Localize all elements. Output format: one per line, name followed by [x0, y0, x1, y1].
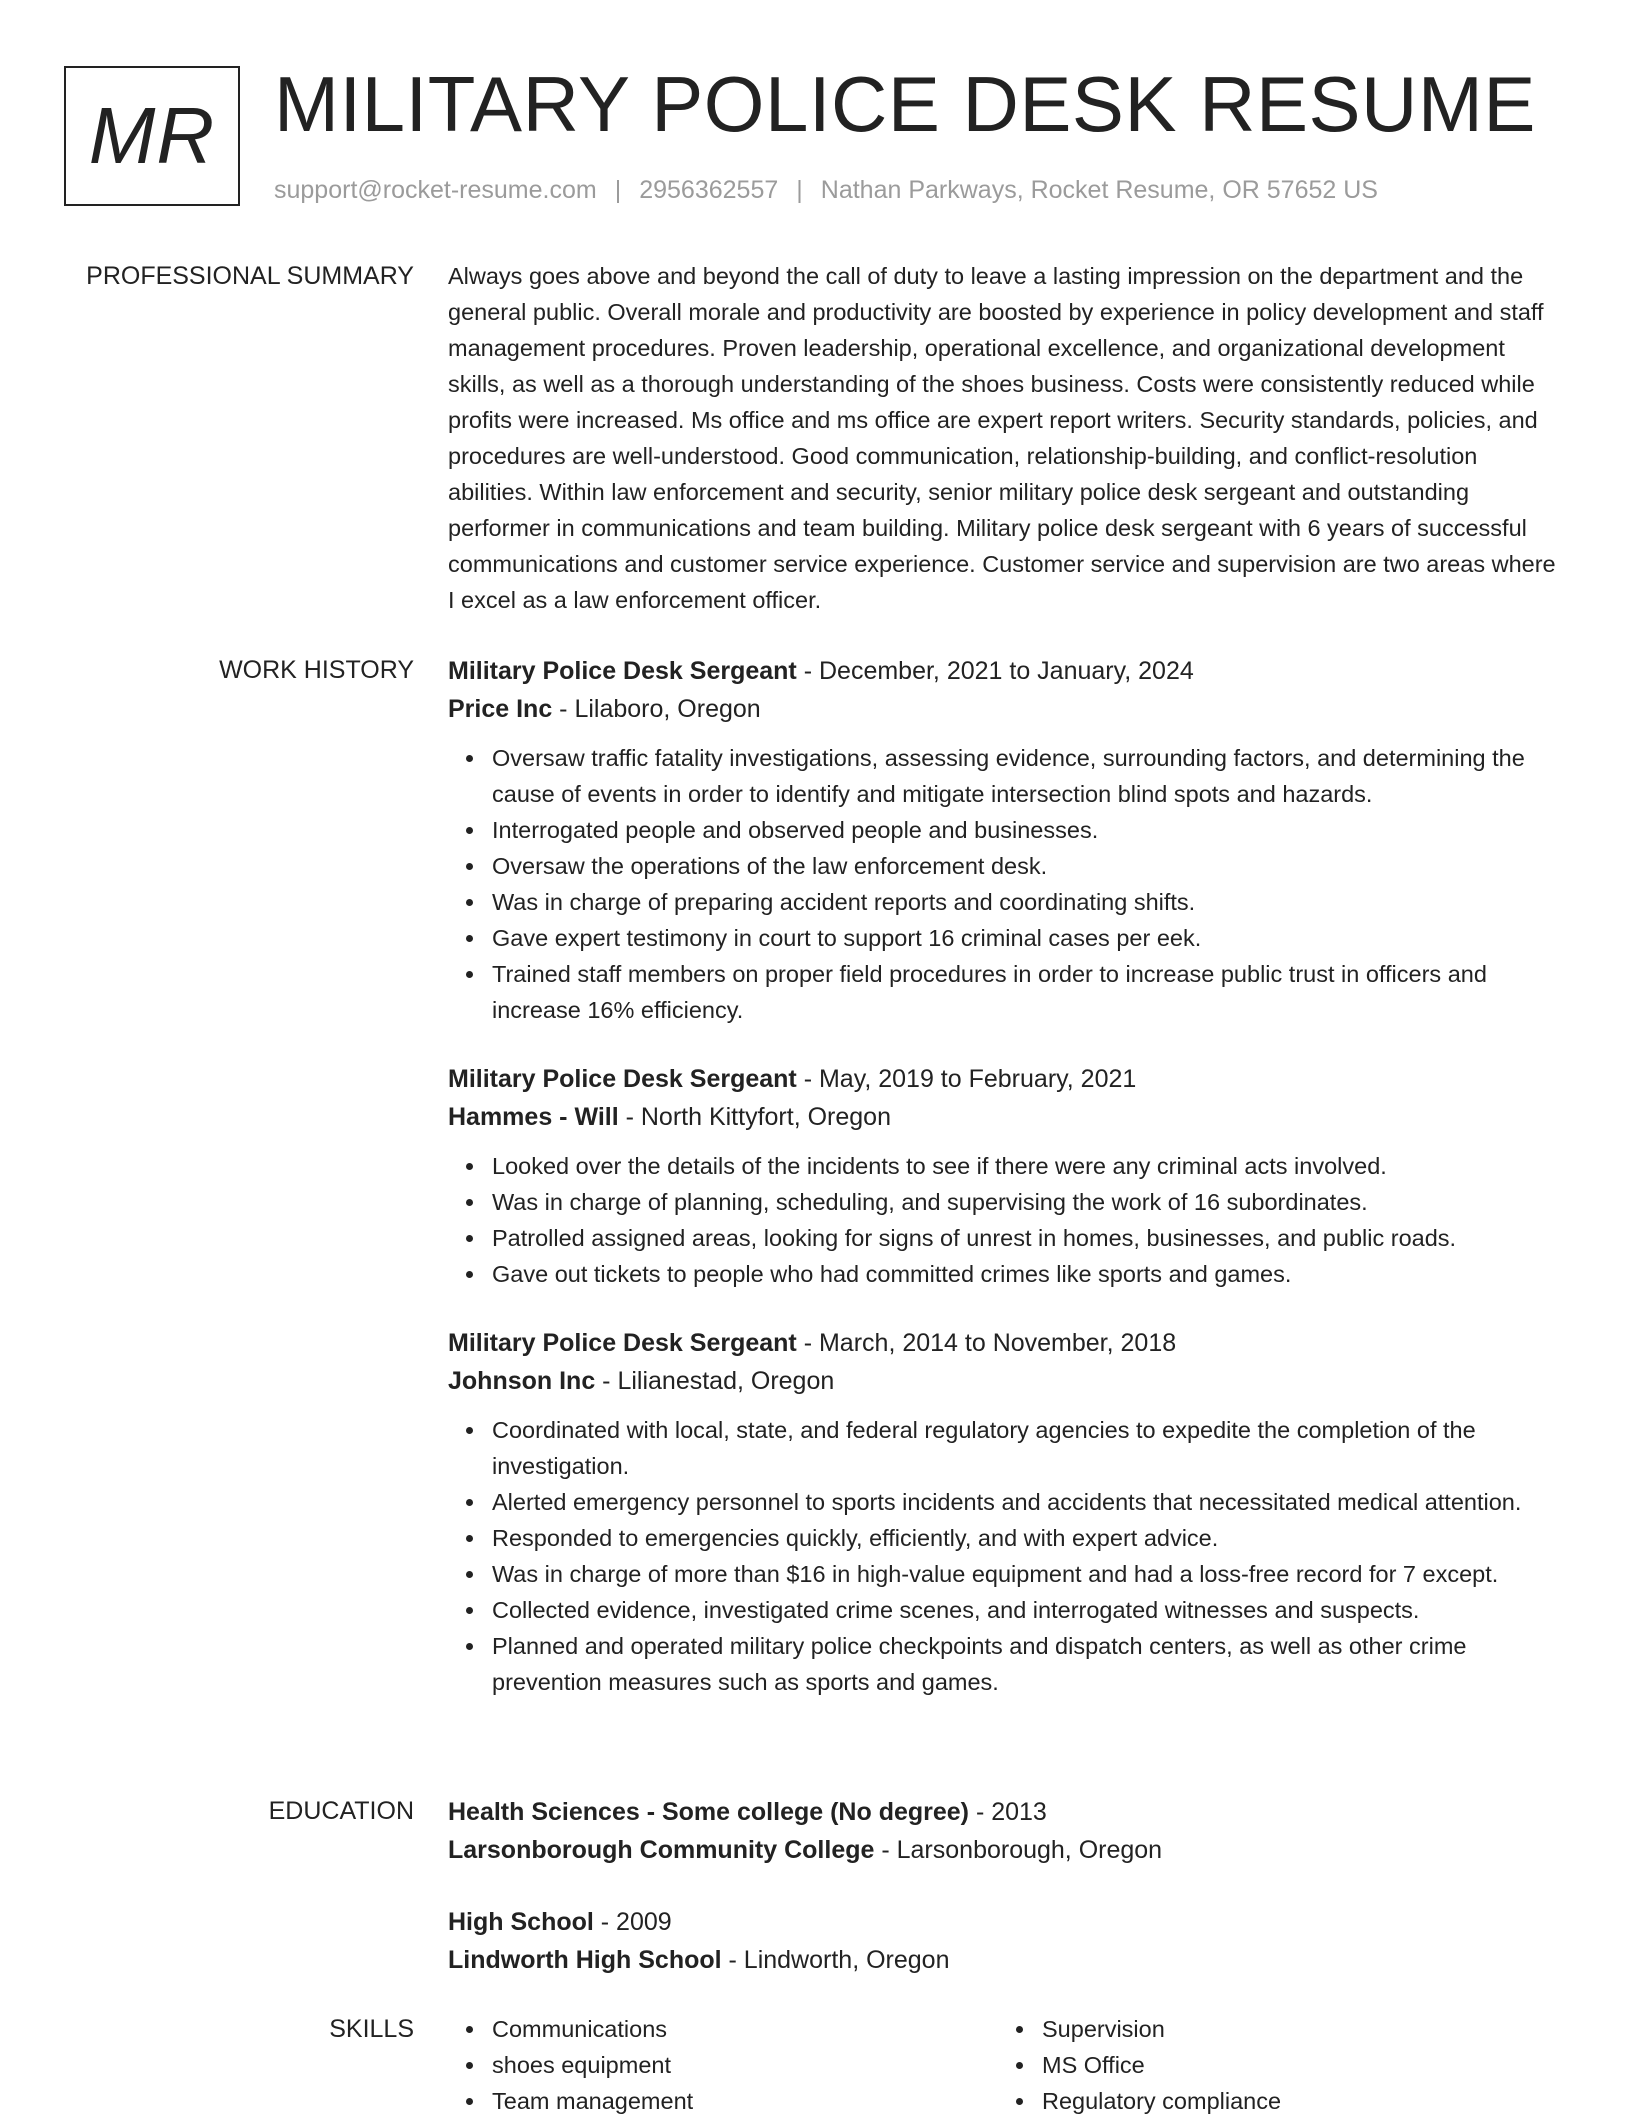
education-degree-line	[448, 1793, 1564, 1831]
job-bullets	[448, 740, 1564, 1028]
job-bullet: Responded to emergencies quickly, efficiently, and with expert advice.	[492, 1520, 1564, 1556]
job-company-line	[448, 690, 1564, 728]
job-bullet: Was in charge of preparing accident reports and coordinating shifts.	[492, 884, 1564, 920]
skill-item: Supervision	[1042, 2011, 1548, 2047]
job-company: Johnson Inc	[448, 1367, 596, 1395]
summary-body	[448, 258, 1564, 618]
education-school-line	[448, 1831, 1564, 1869]
job-location: - North Kittyfort, Oregon	[618, 1103, 891, 1131]
job-bullets	[448, 1412, 1564, 1700]
job-bullet: Collected evidence, investigated crime scenes, and interrogated witnesses and suspects.	[492, 1592, 1564, 1628]
job-entry	[448, 652, 1564, 1028]
education-year: - 2013	[969, 1798, 1047, 1826]
job-bullets	[448, 1148, 1564, 1292]
section-label-work-history: WORK HISTORY	[219, 656, 414, 684]
skill-item: shoes equipment	[492, 2047, 998, 2083]
job-bullet: Oversaw traffic fatality investigations, assessing evidence, surrounding factors, and determining the cause of events in order to identify and mitigate intersection blind spots and hazards.	[492, 740, 1564, 812]
job-title: Military Police Desk Sergeant	[448, 1065, 797, 1093]
contact-phone[interactable]: 2956362557	[639, 176, 779, 204]
contact-separator: |	[796, 176, 803, 204]
contact-line	[274, 174, 1378, 206]
job-bullet: Coordinated with local, state, and federal regulatory agencies to expedite the completion of the investigation.	[492, 1412, 1564, 1484]
education-entry	[448, 1793, 1564, 1869]
job-location: - Lilianestad, Oregon	[595, 1367, 835, 1395]
job-title-line	[448, 652, 1564, 690]
job-dates: - May, 2019 to February, 2021	[796, 1065, 1137, 1093]
monogram-initials: MR	[88, 91, 216, 180]
job-bullet: Looked over the details of the incidents to see if there were any criminal acts involved.	[492, 1148, 1564, 1184]
work-history-body	[448, 652, 1564, 1700]
contact-email[interactable]: support@rocket-resume.com	[274, 176, 597, 204]
job-bullet: Gave out tickets to people who had committed crimes like sports and games.	[492, 1256, 1564, 1292]
job-bullet: Trained staff members on proper field procedures in order to increase public trust in officers and increase 16% efficiency.	[492, 956, 1564, 1028]
skills-list-left	[448, 2011, 998, 2119]
job-bullet: Alerted emergency personnel to sports incidents and accidents that necessitated medical attention.	[492, 1484, 1564, 1520]
job-title: Military Police Desk Sergeant	[448, 1329, 797, 1357]
resume-title: MILITARY POLICE DESK RESUME	[274, 60, 1536, 148]
job-bullet: Interrogated people and observed people and businesses.	[492, 812, 1564, 848]
job-dates: - March, 2014 to November, 2018	[796, 1329, 1177, 1357]
skill-item: Communications	[492, 2011, 998, 2047]
skills-grid	[448, 2011, 1564, 2119]
education-school: Lindworth High School	[448, 1946, 722, 1974]
skill-item: MS Office	[1042, 2047, 1548, 2083]
job-entry	[448, 1324, 1564, 1700]
education-location: - Larsonborough, Oregon	[874, 1836, 1163, 1864]
monogram-box	[64, 66, 240, 206]
job-company-line	[448, 1362, 1564, 1400]
job-bullet: Planned and operated military police checkpoints and dispatch centers, as well as other crime prevention measures such as sports and games.	[492, 1628, 1564, 1700]
job-company-line	[448, 1098, 1564, 1136]
education-degree: High School	[448, 1908, 594, 1936]
job-title: Military Police Desk Sergeant	[448, 657, 797, 685]
job-bullet: Oversaw the operations of the law enforcement desk.	[492, 848, 1564, 884]
job-title-line	[448, 1060, 1564, 1098]
skill-item: Team management	[492, 2083, 998, 2119]
section-label-skills: SKILLS	[329, 2015, 414, 2043]
education-entry	[448, 1903, 1564, 1979]
section-label-education: EDUCATION	[268, 1797, 414, 1825]
skill-item: Regulatory compliance	[1042, 2083, 1548, 2119]
education-location: - Lindworth, Oregon	[721, 1946, 950, 1974]
education-degree-line	[448, 1903, 1564, 1941]
job-title-line	[448, 1324, 1564, 1362]
job-bullet: Gave expert testimony in court to support 16 criminal cases per eek.	[492, 920, 1564, 956]
skills-body	[448, 2011, 1564, 2119]
job-location: - Lilaboro, Oregon	[552, 695, 761, 723]
job-entry	[448, 1060, 1564, 1292]
education-body	[448, 1793, 1564, 1979]
job-bullet: Patrolled assigned areas, looking for signs of unrest in homes, businesses, and public roads.	[492, 1220, 1564, 1256]
contact-separator: |	[614, 176, 622, 204]
contact-address: Nathan Parkways, Rocket Resume, OR 57652 US	[820, 176, 1378, 204]
job-bullet: Was in charge of planning, scheduling, and supervising the work of 16 subordinates.	[492, 1184, 1564, 1220]
education-school: Larsonborough Community College	[448, 1836, 875, 1864]
education-degree: Health Sciences - Some college (No degree)	[448, 1798, 969, 1826]
education-school-line	[448, 1941, 1564, 1979]
job-company: Price Inc	[448, 695, 553, 723]
skills-list-right	[998, 2011, 1548, 2119]
section-label-summary: PROFESSIONAL SUMMARY	[86, 262, 414, 290]
job-company: Hammes - Will	[448, 1103, 619, 1131]
job-bullet: Was in charge of more than $16 in high-value equipment and had a loss-free record for 7 except.	[492, 1556, 1564, 1592]
job-dates: - December, 2021 to January, 2024	[796, 657, 1194, 685]
summary-text: Always goes above and beyond the call of duty to leave a lasting impression on the department and the general public. Overall morale and productivity are boosted by experience in policy development and staff management procedures. Proven leadership, operational excellence, and organizational development skills, as well as a thorough understanding of the shoes business. Costs were consistently reduced while profits were increased. Ms office and ms office are expert report writers. Security standards, policies, and procedures are well-understood. Good communication, relationship-building, and conflict-resolution abilities. Within law enforcement and security, senior military police desk sergeant and outstanding performer in communications and team building. Military police desk sergeant with 6 years of successful communications and customer service experience. Customer service and supervision are two areas where I excel as a law enforcement officer.	[448, 263, 1556, 613]
education-year: - 2009	[593, 1908, 672, 1936]
